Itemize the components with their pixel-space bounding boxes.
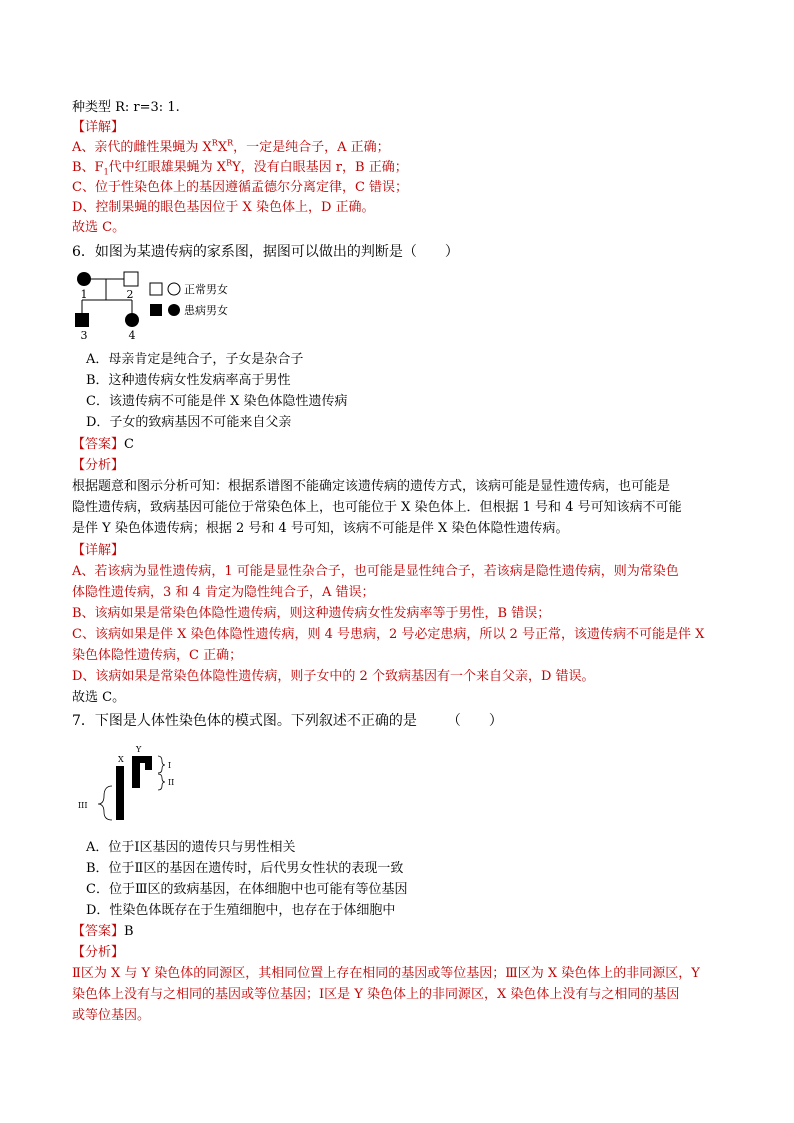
q5-b-sub: 1 — [103, 167, 109, 177]
q7-stem — [72, 711, 503, 731]
region-3-label: III — [78, 801, 88, 810]
region-1-label: I — [168, 761, 172, 770]
q7-analysis-line-3: 或等位基因。 — [72, 1008, 151, 1023]
label-2: 2 — [126, 288, 134, 301]
q7-answer-value: B — [124, 924, 134, 939]
q5-detail-c: C、位于性染色体上的基因遵循孟德尔分离定律，C 错误； — [72, 180, 409, 195]
q6-analysis-line-3: 是伴 Y 染色体遗传病；根据 2 号和 4 号可知，该病不可能是伴 X 染色体隐性遗传病。 — [72, 521, 569, 536]
q6-answer-value: C — [124, 437, 134, 452]
q7-answer-label: 【答案】 — [72, 924, 125, 939]
x-label: X — [118, 755, 124, 764]
legend-normal-label: 正常男女 — [184, 283, 228, 296]
q6-conclusion: 故选 C。 — [72, 690, 126, 705]
q5-a-x1: X — [202, 140, 212, 155]
q7-analysis-heading: 【分析】 — [72, 945, 125, 960]
sex-chromosome-diagram — [76, 738, 196, 826]
q6-answer-heading — [72, 435, 134, 455]
y-chromosome-tip — [145, 756, 152, 770]
region-3-bracket — [98, 786, 112, 820]
q6-detail-heading: 【详解】 — [72, 543, 125, 558]
q6-answer-label: 【答案】 — [72, 437, 125, 452]
q7-analysis-line-1: Ⅱ区为 X 与 Y 染色体的同源区，其相同位置上存在相同的基因或等位基因；Ⅲ区为 X 染色体上的非同源区，Y — [72, 966, 700, 981]
q7-option-c: C．位于Ⅲ区的致病基因，在体细胞中也可能有等位基因 — [86, 882, 408, 897]
q5-detail-d: D、控制果蝇的眼色基因位于 X 染色体上，D 正确。 — [72, 200, 375, 215]
q6-detail-c-2: 染色体隐性遗传病，C 正确； — [72, 648, 243, 663]
legend-normal-male-symbol — [150, 283, 162, 295]
q6-analysis-line-1: 根据题意和图示分析可知：根据系谱图不能确定该遗传病的遗传方式，该病可能是显性遗传病，也可能是 — [72, 479, 671, 494]
q6-option-d: D．子女的致病基因不可能来自父亲 — [86, 415, 292, 430]
legend-normal-female-symbol — [168, 283, 180, 295]
q5-a-x2: X — [217, 140, 228, 155]
region-2-bracket — [158, 774, 165, 790]
legend-affected-label: 患病男女 — [184, 304, 228, 317]
q5-b-text-3: Y，没有白眼基因 r，B 正确； — [232, 160, 408, 175]
q7-bracket: （ ） — [446, 713, 503, 729]
q6-stem: 6．如图为某遗传病的家系图，据图可以做出的判断是（ ） — [72, 244, 459, 260]
q7-analysis-line-2: 染色体上没有与之相同的基因或等位基因；Ⅰ区是 Y 染色体上的非同源区，X 染色体上没有与之相同的基因 — [72, 987, 680, 1002]
q5-detail-a — [72, 138, 390, 158]
q6-option-a: A．母亲肯定是纯合子，子女是杂合子 — [86, 352, 304, 367]
region-1-bracket — [158, 756, 165, 773]
q6-option-c: C．该遗传病不可能是伴 X 染色体隐性遗传病 — [86, 394, 348, 409]
q7-answer-heading — [72, 922, 134, 942]
q6-detail-a-1: A、若该病为显性遗传病，1 可能是显性杂合子，也可能是显性纯合子，若该病是隐性遗传病，则为常染色 — [72, 564, 679, 579]
individual-4-affected-female — [125, 313, 139, 327]
q6-detail-a-2: 体隐性遗传病，3 和 4 肯定为隐性纯合子，A 错误； — [72, 585, 375, 600]
q7-stem-text: 7．下图是人体性染色体的模式图。下列叙述不正确的是 — [72, 713, 417, 729]
q6-analysis-heading: 【分析】 — [72, 458, 125, 473]
q6-option-b: B．这种遗传病女性发病率高于男性 — [86, 373, 291, 388]
q7-option-a: A．位于Ⅰ区基因的遗传只与男性相关 — [86, 840, 296, 855]
x-chromosome — [116, 766, 124, 820]
q5-a-text-2: ，一定是纯合子，A 正确； — [233, 140, 390, 155]
legend-affected-female-symbol — [168, 304, 180, 316]
q5-b-sup: R — [226, 158, 233, 168]
individual-2-normal-male — [124, 272, 138, 286]
q5-ratio-line — [72, 98, 180, 118]
q5-ratio-text: 种类型 R: r=3: 1. — [72, 100, 180, 115]
region-2-label: II — [168, 778, 175, 787]
q5-detail-b — [72, 158, 408, 178]
label-4: 4 — [128, 329, 136, 340]
q5-a-sup1: R — [211, 138, 218, 148]
individual-3-affected-male — [75, 313, 89, 327]
y-label: Y — [136, 745, 142, 754]
q6-detail-d: D、该病如果是常染色体隐性遗传病，则子女中的 2 个致病基因有一个来自父亲，D 错误。 — [72, 669, 595, 684]
pedigree-chart — [72, 268, 252, 340]
q7-option-b: B．位于Ⅱ区的基因在遗传时，后代男女性状的表现一致 — [86, 861, 404, 876]
q5-conclusion: 故选 C。 — [72, 220, 126, 235]
q5-a-text-1: A、亲代的雌性果蝇为 — [72, 140, 203, 155]
q6-detail-c-1: C、该病如果是伴 X 染色体隐性遗传病，则 4 号患病，2 号必定患病，所以 2 号正常，该遗传病不可能是伴 X — [72, 627, 705, 642]
q7-option-d: D．性染色体既存在于生殖细胞中，也存在于体细胞中 — [86, 903, 396, 918]
legend-affected-male-symbol — [150, 304, 162, 316]
individual-1-affected-female — [77, 272, 91, 286]
label-3: 3 — [80, 329, 88, 340]
label-1: 1 — [80, 288, 88, 301]
q5-detail-heading: 【详解】 — [72, 120, 125, 135]
q6-detail-b: B、该病如果是常染色体隐性遗传病，则这种遗传病女性发病率等于男性，B 错误； — [72, 606, 551, 621]
q5-b-text-1: B、F — [72, 160, 104, 175]
q5-a-sup2: R — [227, 138, 234, 148]
q6-analysis-line-2: 隐性遗传病，致病基因可能位于常染色体上，也可能位于 X 染色体上．但根据 1 号和 4 号可知该病不可能 — [72, 500, 682, 515]
q5-b-text-2: 代中红眼雄果蝇为 X — [108, 160, 227, 175]
